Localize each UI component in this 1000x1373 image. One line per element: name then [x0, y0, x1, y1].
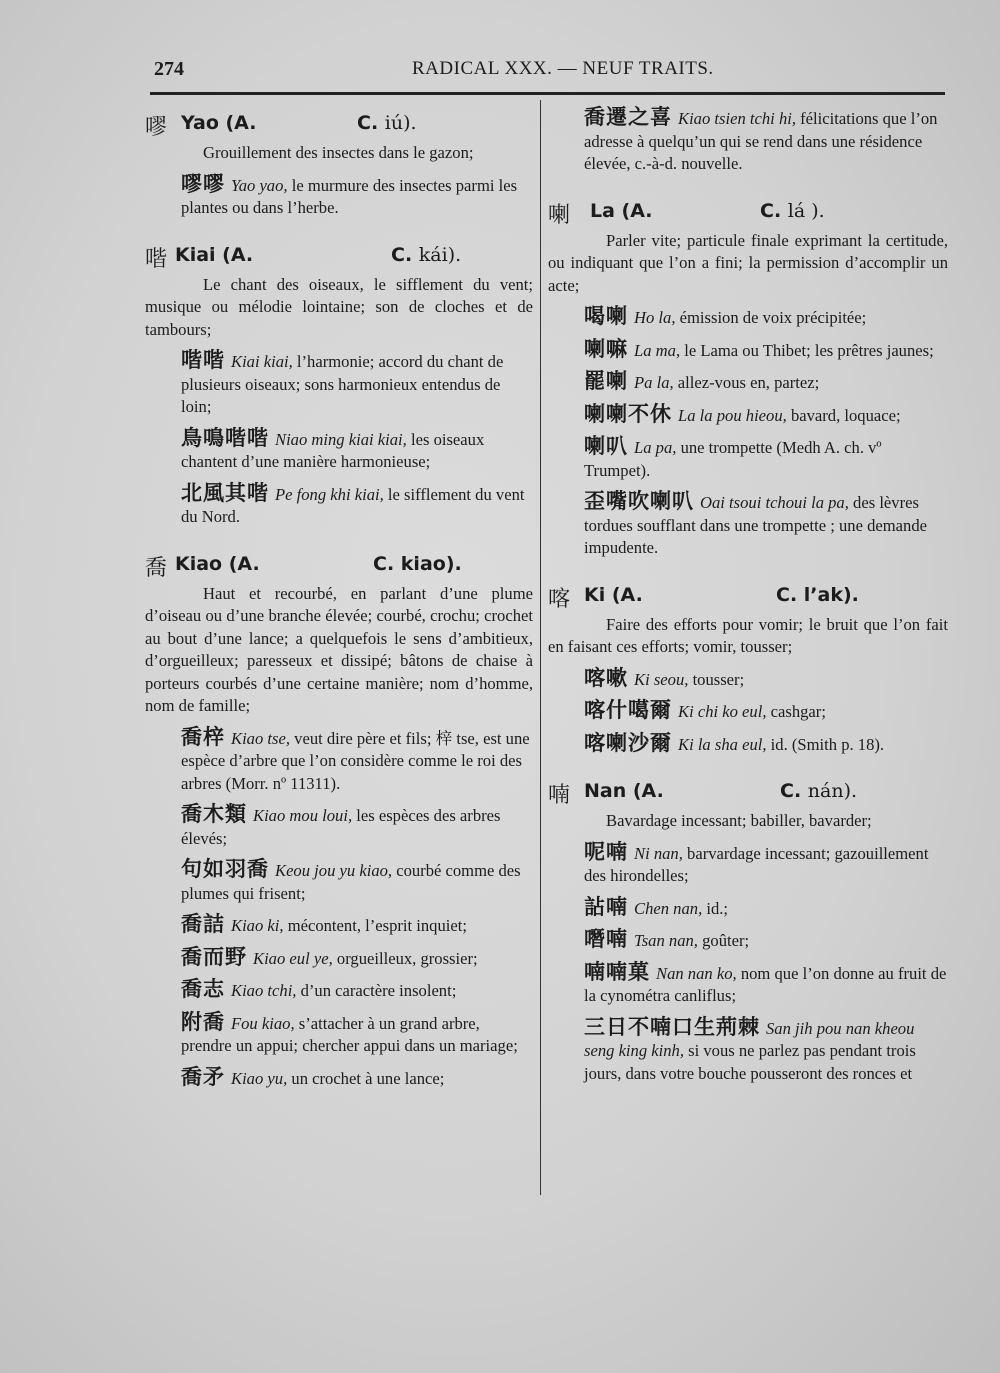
head-character: 喈: [145, 246, 168, 272]
compound: 喃喃菓 Nan nan ko, nom que l’on donne au fruit de la cynométra canliflus;: [584, 959, 947, 1005]
compound: 呢喃 Ni nan, barvardage incessant; gazouillement des hirondelles;: [584, 839, 929, 885]
compound: 喬而野 Kiao eul ye, orgueilleux, grossier;: [181, 944, 478, 969]
compound: 鳥鳴喈喈 Niao ming kiai kiai, les oiseaux chantent d’une manière harmonieuse;: [181, 425, 485, 471]
definition: Parler vite; particule finale exprimant la certitude, ou indiquant que l’on a fini; la permission d’accomplir un acte;: [548, 230, 948, 295]
entry-continuation: [548, 106, 948, 176]
head-character: 喇: [548, 202, 571, 228]
entry-yao: [145, 108, 533, 220]
compound: 喬遷之喜 Kiao tsien tchi hi, félicitations que l’on adresse à quelqu’un qui se rend dans une résidence élevée, c.-à-d. nouvelle.: [584, 105, 938, 173]
page-number: 274: [154, 58, 184, 80]
head-character: 喀: [548, 586, 571, 612]
compound: 喈喈 Kiai kiai, l’harmonie; accord du chant de plusieurs oiseaux; sons harmonieux entendus de loin;: [181, 348, 504, 416]
column-divider: [540, 100, 541, 1195]
compound: 罷喇 Pa la, allez-vous en, partez;: [584, 369, 820, 393]
compound: 嘐嘐 Yao yao, le murmure des insectes parmi les plantes ou dans l’herbe.: [181, 171, 518, 217]
entry-kiai: [145, 240, 533, 529]
compound: 北風其喈 Pe fong khi kiai, le sifflement du vent du Nord.: [181, 480, 525, 526]
compound: 三日不喃口生荊棘 San jih pou nan kheou seng king kinh, si vous ne parlez pas pendant trois jours, dans votre bouche pousseront des ronces et: [584, 1014, 916, 1083]
head-character: 喬: [145, 555, 168, 581]
entry-nan: [548, 776, 948, 1085]
compound: 噆喃 Tsan nan, goûter;: [584, 927, 750, 951]
entry-heading: [145, 240, 533, 274]
head-romanization: Ki (A.: [584, 583, 643, 606]
left-column: [145, 108, 533, 1110]
definition: Faire des efforts pour vomir; le bruit que l’on fait en faisant ces efforts; vomir, tousser;: [548, 614, 948, 656]
right-column: [548, 106, 948, 1105]
compound: 喀喇沙爾 Ki la sha eul, id. (Smith p. 18).: [584, 730, 885, 755]
compound: 喬矛 Kiao yu, un crochet à une lance;: [181, 1064, 445, 1089]
head-character: 喃: [548, 783, 571, 808]
head-romanization: La (A.: [590, 199, 653, 222]
compound: 喇喇不休 La la pou hieou, bavard, loquace;: [584, 401, 901, 426]
compound: 喬詰 Kiao ki, mécontent, l’esprit inquiet;: [181, 912, 467, 936]
cantonese-reading: C. iú).: [357, 112, 417, 134]
page-header: [150, 58, 940, 88]
compound: 詀喃 Chen nan, id.;: [584, 894, 729, 919]
definition: Grouillement des insectes dans le gazon;: [203, 143, 474, 162]
compound: 句如羽喬 Keou jou yu kiao, courbé comme des plumes qui frisent;: [181, 857, 521, 903]
cantonese-reading: C. lá ).: [760, 199, 825, 222]
entry-ki: [548, 580, 948, 757]
entry-heading: [548, 580, 948, 614]
compound: 喬梓 Kiao tse, veut dire père et fils; 梓 tse, est une espèce d’arbre que l’on considère comme le roi des arbres (Morr. nº 11311).: [181, 724, 530, 793]
cantonese-reading: C. kái).: [391, 243, 462, 266]
running-title: RADICAL XXX. — NEUF TRAITS.: [412, 58, 714, 79]
entry-la: [548, 196, 948, 560]
entry-kiao: [145, 549, 533, 1091]
compound: 喬木類 Kiao mou loui, les espèces des arbres élevés;: [181, 802, 501, 848]
header-rule: [150, 92, 945, 95]
entry-heading: [548, 196, 948, 230]
head-romanization: Kiai (A.: [175, 243, 254, 266]
cantonese-reading: C. nán).: [780, 780, 858, 802]
definition: Haut et recourbé, en parlant d’une plume d’oiseau ou d’une branche élevée; courbé, crochu; crochet au bout d’une lance; a quelquefois le sens d’ambitieux, d’orgueilleux; paresseux et dissipé; bâtons de chaise à porteurs courbés d’une certaine manière; nom d’homme, nom de famille;: [145, 583, 533, 715]
compound: 歪嘴吹喇叭 Oai tsoui tchoui la pa, des lèvres tordues soufflant dans une trompette ; une demande impudente.: [584, 489, 927, 557]
entry-heading: [145, 108, 533, 142]
entry-heading: [145, 549, 533, 583]
definition: Bavardage incessant; babiller, bavarder;: [606, 811, 872, 830]
definition: Le chant des oiseaux, le sifflement du vent; musique ou mélodie lointaine; son de cloches et de tambours;: [145, 274, 533, 339]
entry-heading: [548, 776, 948, 810]
compound: 附喬 Fou kiao, s’attacher à un grand arbre, prendre un appui; chercher appui dans un mariage;: [181, 1009, 518, 1055]
compound: 喬志 Kiao tchi, d’un caractère insolent;: [181, 977, 457, 1001]
cantonese-reading: C. l’ak).: [776, 583, 859, 606]
head-romanization: Yao (A.: [181, 112, 257, 134]
compound: 喇叭 La pa, une trompette (Medh A. ch. vº Trumpet).: [584, 434, 882, 480]
head-character: 嘐: [145, 115, 168, 140]
head-romanization: Kiao (A.: [175, 552, 260, 575]
cantonese-reading: C. kiao).: [373, 552, 462, 575]
compound: 喀什噶爾 Ki chi ko eul, cashgar;: [584, 698, 826, 722]
compound: 喇嘛 La ma, le Lama ou Thibet; les prêtres jaunes;: [584, 336, 934, 361]
compound: 喝喇 Ho la, émission de voix précipitée;: [584, 304, 867, 328]
head-romanization: Nan (A.: [584, 780, 664, 802]
compound: 喀嗽 Ki seou, tousser;: [584, 665, 745, 690]
